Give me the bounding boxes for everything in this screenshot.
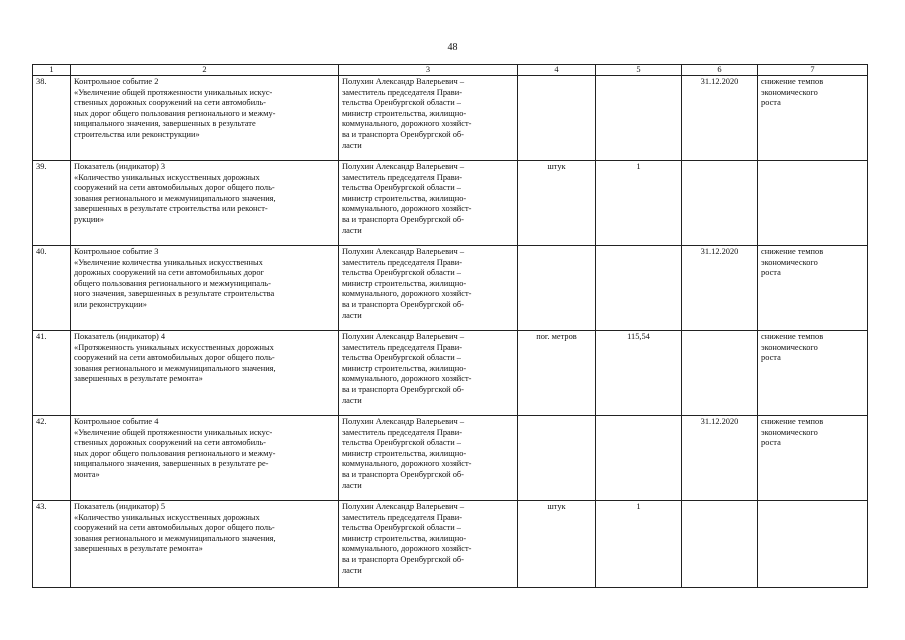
responsible-cell: Полухин Александр Валерьевич – заместитель председателя Прави- тельства Оренбургской области – министр строительства, жилищно- коммунального, дорожного хозяйст- ва и транспорта Оренбургской об- ласти bbox=[339, 501, 518, 588]
table-header-row bbox=[33, 65, 868, 76]
value-cell: 115,54 bbox=[596, 331, 682, 416]
column-header: 7 bbox=[758, 65, 868, 76]
page-number: 48 bbox=[447, 42, 458, 53]
date-cell bbox=[682, 331, 758, 416]
value-cell: 1 bbox=[596, 161, 682, 246]
row-number: 40. bbox=[33, 246, 71, 331]
unit-cell: штук bbox=[518, 161, 596, 246]
event-cell: Контрольное событие 4 «Увеличение общей протяженности уникальных искус- ственных дорожных сооружений на сети автомобиль- ных дорог общего пользования регионального и межму- ниципального значения, завершенных в результате ре- монта» bbox=[71, 416, 339, 501]
unit-cell bbox=[518, 416, 596, 501]
date-cell: 31.12.2020 bbox=[682, 76, 758, 161]
consequence-cell bbox=[758, 161, 868, 246]
column-header: 3 bbox=[339, 65, 518, 76]
column-header: 2 bbox=[71, 65, 339, 76]
unit-cell bbox=[518, 76, 596, 161]
consequence-cell: снижение темпов экономического роста bbox=[758, 246, 868, 331]
unit-cell: пог. метров bbox=[518, 331, 596, 416]
event-cell: Контрольное событие 3 «Увеличение количества уникальных искусственных дорожных сооружений на сети автомобильных дорог общего пользования регионального и межмуниципаль- ного значения, завершенных в результате строительства или реконструкции» bbox=[71, 246, 339, 331]
consequence-cell: снижение темпов экономического роста bbox=[758, 331, 868, 416]
table-row bbox=[33, 331, 868, 416]
value-cell bbox=[596, 246, 682, 331]
row-number: 43. bbox=[33, 501, 71, 588]
value-cell bbox=[596, 416, 682, 501]
table-row bbox=[33, 161, 868, 246]
column-header: 4 bbox=[518, 65, 596, 76]
responsible-cell: Полухин Александр Валерьевич – заместитель председателя Прави- тельства Оренбургской области – министр строительства, жилищно- коммунального, дорожного хозяйст- ва и транспорта Оренбургской об- ласти bbox=[339, 246, 518, 331]
plan-table bbox=[32, 64, 868, 588]
row-number: 38. bbox=[33, 76, 71, 161]
consequence-cell bbox=[758, 501, 868, 588]
event-cell: Контрольное событие 2 «Увеличение общей протяженности уникальных искус- ственных дорожных сооружений на сети автомобиль- ных дорог общего пользования регионального и межму- ниципального значения, завершенных в результате строительства или реконструкции» bbox=[71, 76, 339, 161]
value-cell bbox=[596, 76, 682, 161]
responsible-cell: Полухин Александр Валерьевич – заместитель председателя Прави- тельства Оренбургской области – министр строительства, жилищно- коммунального, дорожного хозяйст- ва и транспорта Оренбургской об- ласти bbox=[339, 76, 518, 161]
date-cell: 31.12.2020 bbox=[682, 246, 758, 331]
date-cell bbox=[682, 501, 758, 588]
row-number: 42. bbox=[33, 416, 71, 501]
column-header: 1 bbox=[33, 65, 71, 76]
date-cell: 31.12.2020 bbox=[682, 416, 758, 501]
responsible-cell: Полухин Александр Валерьевич – заместитель председателя Прави- тельства Оренбургской области – министр строительства, жилищно- коммунального, дорожного хозяйст- ва и транспорта Оренбургской об- ласти bbox=[339, 416, 518, 501]
date-cell bbox=[682, 161, 758, 246]
column-header: 5 bbox=[596, 65, 682, 76]
column-header: 6 bbox=[682, 65, 758, 76]
row-number: 41. bbox=[33, 331, 71, 416]
consequence-cell: снижение темпов экономического роста bbox=[758, 416, 868, 501]
table-row bbox=[33, 246, 868, 331]
responsible-cell: Полухин Александр Валерьевич – заместитель председателя Прави- тельства Оренбургской области – министр строительства, жилищно- коммунального, дорожного хозяйст- ва и транспорта Оренбургской об- ласти bbox=[339, 331, 518, 416]
value-cell: 1 bbox=[596, 501, 682, 588]
event-cell: Показатель (индикатор) 4 «Протяженность уникальных искусственных дорожных сооружений на сети автомобильных дорог общего поль- зования регионального и межмуниципального значения, завершенных в результате ремонта» bbox=[71, 331, 339, 416]
responsible-cell: Полухин Александр Валерьевич – заместитель председателя Прави- тельства Оренбургской области – министр строительства, жилищно- коммунального, дорожного хозяйст- ва и транспорта Оренбургской об- ласти bbox=[339, 161, 518, 246]
event-cell: Показатель (индикатор) 3 «Количество уникальных искусственных дорожных сооружений на сети автомобильных дорог общего поль- зования регионального и межмуниципального значения, завершенных в результате строительства или реконст- рукции» bbox=[71, 161, 339, 246]
unit-cell: штук bbox=[518, 501, 596, 588]
consequence-cell: снижение темпов экономического роста bbox=[758, 76, 868, 161]
row-number: 39. bbox=[33, 161, 71, 246]
table-row bbox=[33, 416, 868, 501]
unit-cell bbox=[518, 246, 596, 331]
event-cell: Показатель (индикатор) 5 «Количество уникальных искусственных дорожных сооружений на сети автомобильных дорог общего поль- зования регионального и межмуниципального значения, завершенных в результате ремонта» bbox=[71, 501, 339, 588]
table-row bbox=[33, 501, 868, 588]
table-row bbox=[33, 76, 868, 161]
